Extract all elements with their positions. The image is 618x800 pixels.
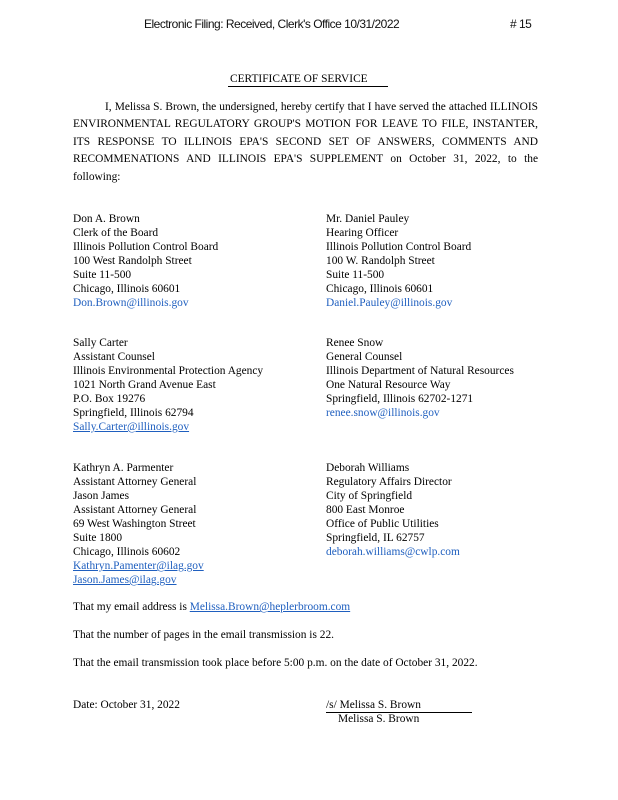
recipient-line: Springfield, Illinois 62794 [73, 407, 194, 419]
intro-paragraph [73, 99, 538, 186]
recipient-email-link[interactable]: deborah.williams@cwlp.com [326, 546, 460, 558]
recipient-line: Springfield, IL 62757 [326, 532, 425, 544]
recipient-line: Deborah Williams [326, 462, 410, 474]
recipient-line: Clerk of the Board [73, 227, 159, 239]
intro-text: I, Melissa S. Brown, the undersigned, hereby certify that I have served the attached ILLINOIS ENVIRONMENTAL REGULATORY GROUP'S MOTION FOR LEAVE TO FILE, INSTANTER, ITS RESPONSE TO ILLINOIS EPA'S SECOND SET OF ANSWERS, COMMENTS AND RECOMMENATIONS AND ILLINOIS EPA'S SUPPLEMENT on October 31, 2022, to the following: [73, 101, 538, 183]
sender-email-link[interactable]: Melissa.Brown@heplerbroom.com [189, 601, 351, 613]
recipient-line: Regulatory Affairs Director [326, 476, 452, 488]
recipient-email-link[interactable]: renee.snow@illinois.gov [326, 407, 440, 419]
recipient-email-link[interactable]: Sally.Carter@illinois.gov [73, 421, 190, 433]
recipient-block [326, 336, 514, 420]
recipient-line: 1021 North Grand Avenue East [73, 379, 216, 391]
recipient-line: Don A. Brown [73, 213, 140, 225]
recipient-line: Suite 11-500 [326, 269, 385, 281]
recipient-line: Renee Snow [326, 337, 384, 349]
recipient-line: Suite 11-500 [73, 269, 132, 281]
recipient-line: General Counsel [326, 351, 403, 363]
signature-line [326, 698, 472, 713]
document-title-text: CERTIFICATE OF SERVICE [230, 73, 368, 85]
recipient-line: 100 W. Randolph Street [326, 255, 435, 267]
document-title [228, 72, 388, 87]
email-statement [73, 600, 350, 614]
recipient-line: Jason James [73, 490, 129, 502]
recipient-line: P.O. Box 19276 [73, 393, 146, 405]
recipient-line: Mr. Daniel Pauley [326, 213, 410, 225]
recipient-line: Chicago, Illinois 60601 [73, 283, 181, 295]
recipient-line: Office of Public Utilities [326, 518, 439, 530]
recipient-line: Illinois Pollution Control Board [326, 241, 472, 253]
recipient-line: 69 West Washington Street [73, 518, 196, 530]
recipient-line: Illinois Department of Natural Resources [326, 365, 514, 377]
recipient-line: Illinois Pollution Control Board [73, 241, 219, 253]
recipient-email-link[interactable]: Daniel.Pauley@illinois.gov [326, 297, 453, 309]
recipient-block [326, 461, 460, 559]
signature-block [326, 698, 472, 713]
recipient-block [73, 336, 263, 434]
recipient-email-link[interactable]: Don.Brown@illinois.gov [73, 297, 189, 309]
recipient-line: Suite 1800 [73, 532, 123, 544]
recipient-block [73, 461, 204, 587]
email-statement-prefix: That my email address is [73, 601, 190, 613]
signature: /s/ Melissa S. Brown [326, 699, 421, 711]
recipient-line: 100 West Randolph Street [73, 255, 192, 267]
recipient-line: Kathryn A. Parmenter [73, 462, 174, 474]
recipient-line: Assistant Attorney General [73, 504, 197, 516]
recipient-line: Chicago, Illinois 60601 [326, 283, 434, 295]
recipient-line: One Natural Resource Way [326, 379, 451, 391]
recipient-line: Chicago, Illinois 60602 [73, 546, 181, 558]
pages-statement: That the number of pages in the email transmission is 22. [73, 629, 334, 641]
recipient-line: Springfield, Illinois 62702-1271 [326, 393, 474, 405]
recipient-block [326, 212, 471, 310]
signer-name: Melissa S. Brown [338, 713, 420, 725]
recipient-line: Sally Carter [73, 337, 128, 349]
recipient-line: Assistant Counsel [73, 351, 155, 363]
date-line: Date: October 31, 2022 [73, 699, 180, 711]
recipient-email-link[interactable]: Kathryn.Pamenter@ilag.gov [73, 560, 204, 572]
recipient-line: City of Springfield [326, 490, 413, 502]
recipient-block [73, 212, 218, 310]
recipient-line: Illinois Environmental Protection Agency [73, 365, 264, 377]
recipient-line: Assistant Attorney General [73, 476, 197, 488]
filing-stamp: Electronic Filing: Received, Clerk's Office 10/31/2022 [144, 17, 400, 31]
time-statement: That the email transmission took place before 5:00 p.m. on the date of October 31, 2022. [73, 657, 478, 669]
recipient-email-link[interactable]: Jason.James@ilag.gov [73, 574, 177, 586]
recipient-line: Hearing Officer [326, 227, 399, 239]
exhibit-number: # 15 [510, 17, 532, 31]
recipient-line: 800 East Monroe [326, 504, 405, 516]
